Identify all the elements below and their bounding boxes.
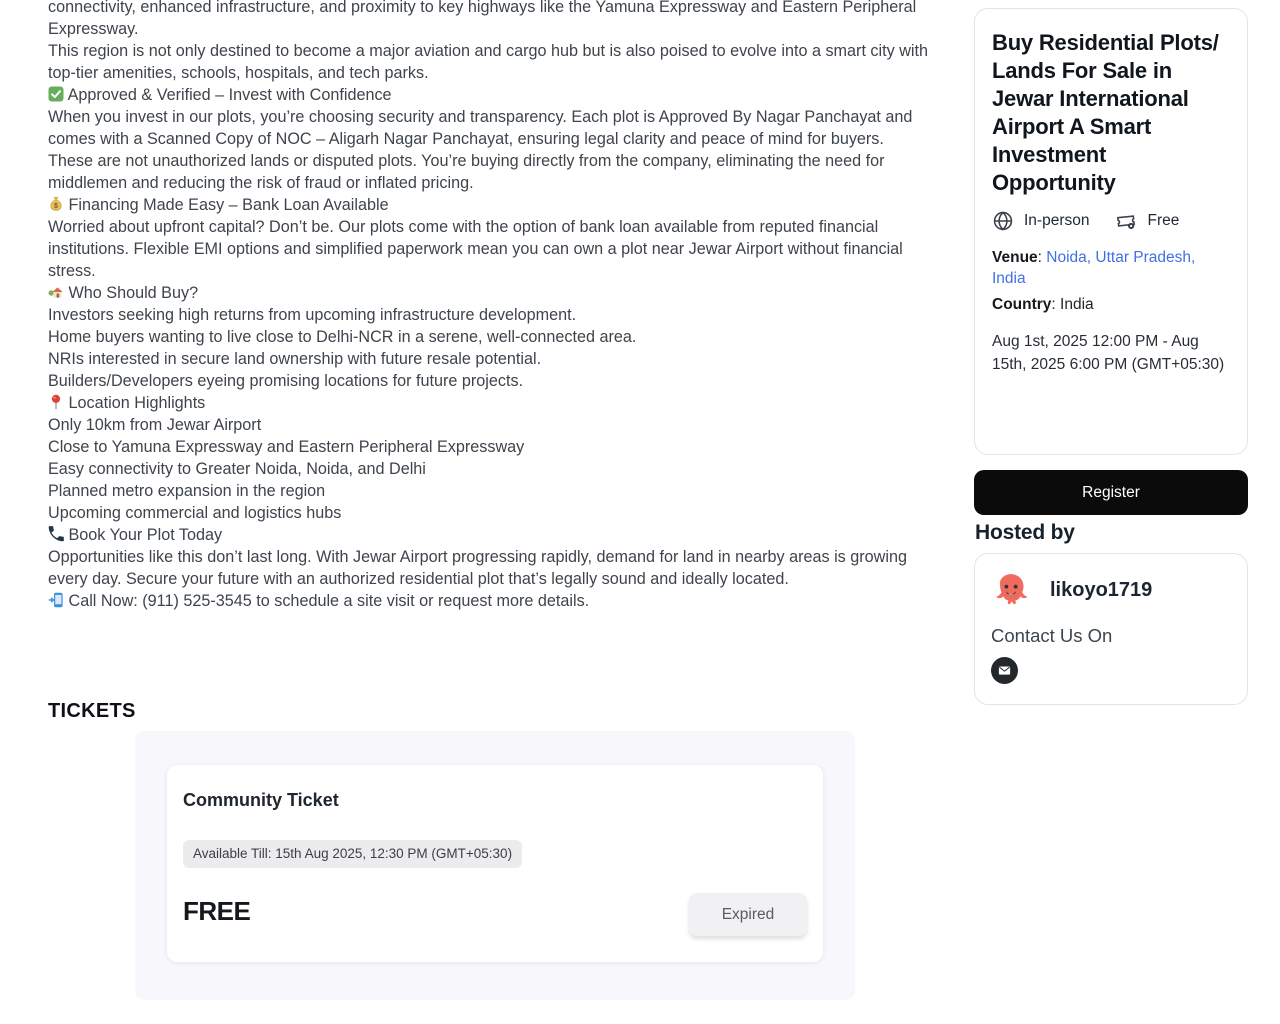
event-datetime: Aug 1st, 2025 12:00 PM - Aug 15th, 2025 6:00 PM (GMT+05:30)	[992, 333, 1225, 373]
description-paragraph: NRIs interested in secure land ownership with future resale potential.	[48, 350, 542, 368]
venue-link[interactable]: Noida, Uttar Pradesh, India	[992, 249, 1196, 287]
ticket-card	[167, 765, 823, 962]
country-label: Country	[992, 296, 1052, 313]
description-paragraph: Planned metro expansion in the region	[48, 482, 326, 500]
description-paragraph: Approved & Verified – Invest with Confidence	[48, 84, 945, 106]
description-paragraph: Book Your Plot Today	[48, 524, 945, 546]
event-price-label: Free	[1147, 212, 1180, 229]
svg-text:$: $	[54, 202, 58, 210]
tickets-container	[135, 731, 855, 1000]
event-description	[48, 0, 945, 612]
ticket-name: Community Ticket	[183, 790, 339, 810]
description-paragraph: Who Should Buy?	[48, 282, 945, 304]
check-icon	[48, 86, 64, 102]
contact-us-label: Contact Us On	[991, 625, 1113, 646]
description-paragraph: Call Now: (911) 525-3545 to schedule a site visit or request more details.	[48, 590, 945, 612]
host-name: likoyo1719	[1050, 578, 1153, 601]
description-paragraph: Location Highlights	[48, 392, 945, 414]
venue-row: Venue: Noida, Uttar Pradesh, India	[992, 249, 1196, 287]
country-row: Country: India	[992, 296, 1094, 313]
mobile-arrow-icon	[48, 592, 64, 608]
email-icon	[997, 663, 1012, 678]
host-avatar	[991, 570, 1031, 610]
event-badges	[992, 210, 1230, 232]
event-mode-label: In-person	[1024, 212, 1090, 229]
ticket-expired-button[interactable]: Expired	[689, 893, 807, 936]
host-row	[991, 570, 1231, 610]
house-garden-icon	[48, 284, 64, 300]
host-card	[974, 553, 1248, 705]
tickets-heading: TICKETS	[48, 700, 136, 722]
pin-icon	[48, 394, 64, 410]
description-paragraph: This region is not only destined to become a major aviation and cargo hub but is also poised to evolve into a smart city with top-tier amenities, schools, hospitals, and tech parks.	[48, 42, 928, 82]
description-paragraph: Investors seeking high returns from upcoming infrastructure development.	[48, 306, 577, 324]
description-paragraph: Worried about upfront capital? Don’t be. Our plots come with the option of bank loan available from reputed financial institutions. Flexible EMI options and simplified paperwork mean you can own a plot near Jewar Airport without financial stress.	[48, 218, 903, 280]
event-price-badge	[1115, 210, 1179, 232]
description-paragraph: Easy connectivity to Greater Noida, Noida, and Delhi	[48, 460, 426, 478]
moneybag-icon	[48, 196, 64, 212]
description-paragraph: Close to Yamuna Expressway and Eastern Peripheral Expressway	[48, 438, 525, 456]
description-paragraph: Upcoming commercial and logistics hubs	[48, 504, 342, 522]
globe-icon	[992, 210, 1014, 232]
venue-label: Venue	[992, 249, 1038, 266]
event-summary-card	[974, 8, 1248, 455]
description-paragraph: When you invest in our plots, you’re choosing security and transparency. Each plot is Approved By Nagar Panchayat and comes with a Scanned Copy of NOC – Aligarh Nagar Panchayat, ensuring legal clarity and peace of mind for buyers.	[48, 108, 913, 148]
description-paragraph: Home buyers wanting to live close to Delhi-NCR in a serene, well-connected area.	[48, 328, 637, 346]
phone-icon	[48, 526, 64, 542]
description-paragraph: Opportunities like this don’t last long. With Jewar Airport progressing rapidly, demand for land in nearby areas is growing every day. Secure your future with an authorized residential plot that’s legally sound and ideally located.	[48, 548, 907, 588]
register-button[interactable]: Register	[974, 470, 1248, 515]
event-title: Buy Residential Plots/ Lands For Sale in Jewar International Airport A Smart Investment Opportunity	[992, 30, 1219, 195]
hosted-by-heading: Hosted by	[975, 521, 1075, 544]
country-value: India	[1060, 296, 1094, 313]
ticket-icon	[1115, 210, 1137, 232]
description-paragraph: Builders/Developers eyeing promising locations for future projects.	[48, 372, 524, 390]
description-paragraph: These are not unauthorized lands or disputed plots. You’re buying directly from the company, eliminating the need for middlemen and reducing the risk of fraud or inflated pricing.	[48, 152, 885, 192]
email-contact-button[interactable]	[991, 657, 1018, 684]
description-paragraph: Only 10km from Jewar Airport	[48, 416, 262, 434]
ticket-availability: Available Till: 15th Aug 2025, 12:30 PM (GMT+05:30)	[183, 840, 522, 868]
description-paragraph: $ Financing Made Easy – Bank Loan Available	[48, 194, 945, 216]
event-mode-badge	[992, 210, 1089, 232]
description-paragraph: connectivity, enhanced infrastructure, and proximity to key highways like the Yamuna Expressway and Eastern Peripheral Expressway.	[48, 0, 917, 38]
ticket-price: FREE	[183, 896, 251, 926]
